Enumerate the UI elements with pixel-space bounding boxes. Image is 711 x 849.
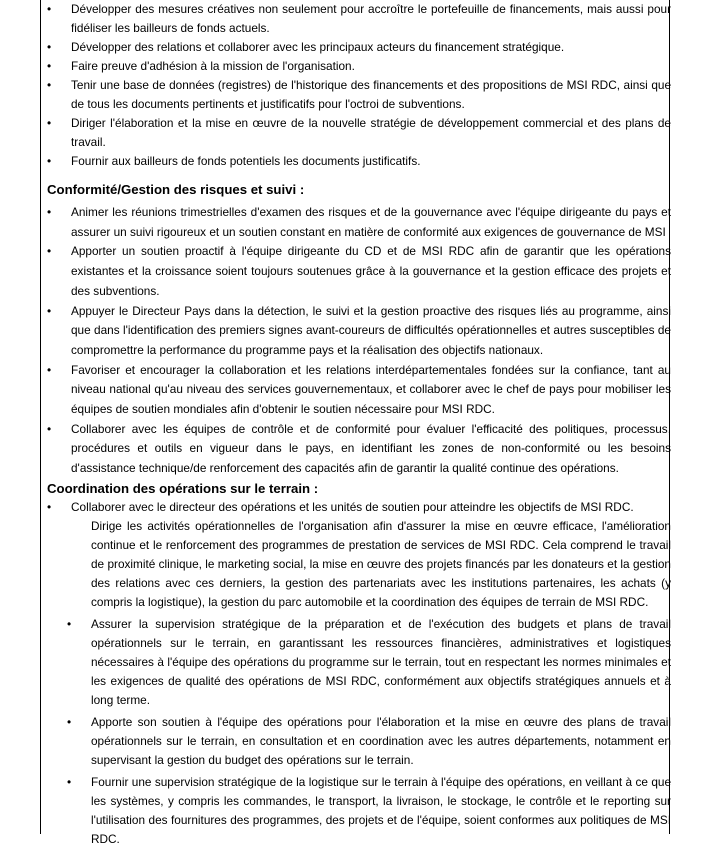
bullet: • [47, 205, 52, 219]
bullet: • [47, 303, 52, 318]
bullet: • [47, 40, 52, 54]
bullet: • [67, 714, 72, 729]
list-item: • Collaborer avec les équipes de contrôle et de conformité pour évaluer l'efficacité des politiques, processus, procédures et outils en vigueur dans le pays, en identifiant les zones de non-conformité ou les besoins d'assistance technique/de renforcement des capacités afin de garantir la qualité continue des opérations. [47, 421, 671, 476]
list-item: • Appuyer le Directeur Pays dans la détection, le suivi et la gestion proactive des risques liés au programme, ainsi que dans l'identification des premiers signes avant-coureurs de difficultés opérationnelles et autres susceptibles de compromettre la performance du programme pays et la réalisation des objectifs nationaux. [47, 303, 671, 357]
bullet: • [47, 362, 52, 377]
list-item: • Favoriser et encourager la collaboration et les relations interdépartementales fondées sur la confiance, tant au niveau national qu'au niveau des services gouvernementaux, et collaborer avec le chef de pays pour mobiliser les équipes de soutien mondiales afin d'obtenir le soutien nécessaire pour MSI RDC. [47, 362, 671, 417]
compliance-list [47, 203, 671, 479]
field-ops-nested-list [47, 615, 671, 849]
bullet: • [47, 421, 52, 436]
fundraising-list [47, 0, 671, 171]
list-item: • Animer les réunions trimestrielles d'examen des risques et de la gouvernance avec l'équipe dirigeante du pays et assurer un suivi rigoureux et un soutien constant en matière de conformité aux exigences de gouvernance de MSI [47, 205, 671, 239]
list-item: • Fournir une supervision stratégique de la logistique sur le terrain à l'équipe des opérations, en veillant à ce que les systèmes, y compris les commandes, le transport, la livraison, le stockage, le contrôle et le reporting sur l'utilisation des fournitures des programmes, des projets et de l'équipe, soient conformes aux politiques de MSI RDC. [67, 774, 671, 846]
bullet: • [47, 116, 52, 130]
list-item: • Diriger l'élaboration et la mise en œuvre de la nouvelle stratégie de développement commercial et des plans de travail. [47, 116, 671, 149]
bullet: • [67, 774, 72, 789]
list-item: • Fournir aux bailleurs de fonds potentiels les documents justificatifs. [47, 152, 671, 171]
list-item: • Apporter un soutien proactif à l'équipe dirigeante du CD et de MSI RDC afin de garantir que les opérations existantes et la croissance soient toujours soutenues grâce à la gouvernance et la gestion efficace des projets et des subventions. [47, 244, 671, 298]
list-item: • Tenir une base de données (registres) de l'historique des financements et des propositions de MSI RDC, ainsi que de tous les documents pertinents et justificatifs pour l'octroi de subventions. [47, 78, 671, 111]
bullet: • [47, 78, 52, 92]
bullet: • [47, 244, 52, 259]
field-ops-paragraph: Dirige les activités opérationnelles de l'organisation afin d'assurer la mise en œuvre efficace, l'amélioration continue et le renforcement des programmes de prestation de services de MSI RDC. Cela comprend le travail de proximité clinique, le marketing social, la mise en œuvre des projets financés par les donateurs et la gestion des relations avec ces derniers, la gestion des partenariats avec les institutions partenaires, les achats (y compris la logistique), la gestion du parc automobile et la coordination des équipes de terrain de MSI RDC. [91, 518, 671, 609]
compliance-heading: Conformité/Gestion des risques et suivi : [47, 182, 305, 197]
bullet: • [47, 2, 52, 16]
list-item: • Faire preuve d'adhésion à la mission de l'organisation. [47, 57, 671, 76]
bullet: • [47, 154, 52, 168]
field-ops-heading: Coordination des opérations sur le terrain : [47, 480, 319, 496]
document-content [47, 0, 671, 849]
bullet: • [47, 59, 52, 73]
document-page [40, 0, 671, 846]
bullet: • [47, 499, 52, 514]
list-item: • Assurer la supervision stratégique de la préparation et de l'exécution des budgets et plans de travail opérationnels sur le terrain, en garantissant les ressources financières, administratives et logistiques nécessaires à l'équipe des opérations du programme sur le terrain, tout en respectant les normes minimales et les exigences de qualité des opérations de MSI RDC, conformément aux objectifs stratégiques annuels et à long terme. [67, 616, 671, 707]
list-item: • Développer des relations et collaborer avec les principaux acteurs du financement stratégique. [47, 38, 671, 57]
field-ops-list [47, 498, 671, 517]
list-item: • Développer des mesures créatives non seulement pour accroître le portefeuille de financements, mais aussi pour fidéliser les bailleurs de fonds actuels. [47, 2, 671, 35]
list-item: • Collaborer avec le directeur des opérations et les unités de soutien pour atteindre les objectifs de MSI RDC. [47, 498, 671, 517]
list-item: • Apporte son soutien à l'équipe des opérations pour l'élaboration et la mise en œuvre des plans de travail opérationnels sur le terrain, en consultation et en coordination avec les autres départements, notamment en supervisant la gestion du budget des opérations sur le terrain. [67, 714, 671, 767]
bullet: • [67, 616, 72, 631]
